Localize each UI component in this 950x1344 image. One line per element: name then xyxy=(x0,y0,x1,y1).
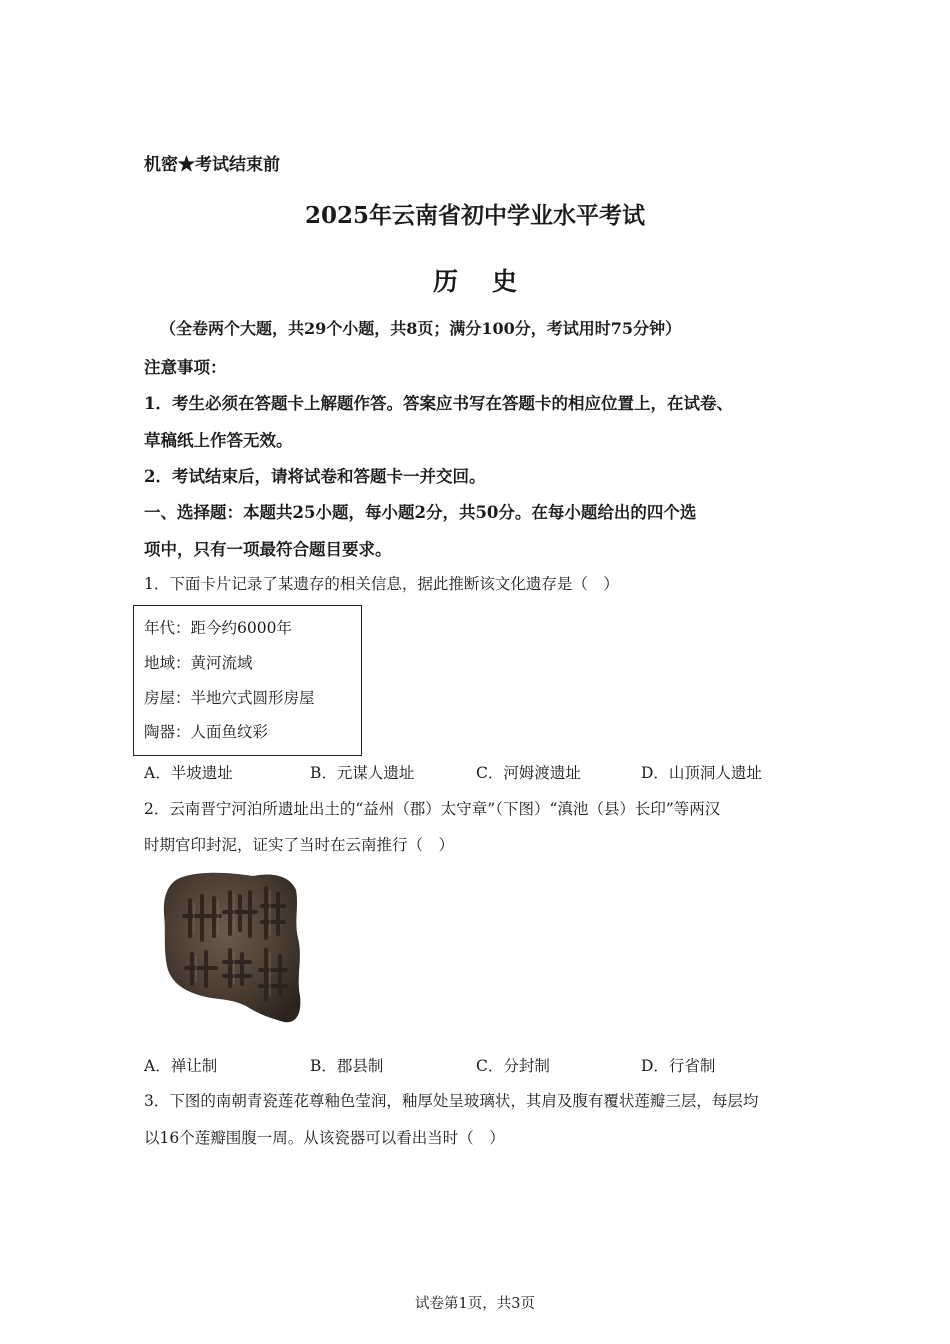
notice-item-2: 2．考试结束后，请将试卷和答题卡一并交回。 xyxy=(144,467,486,486)
question-1-option-c[interactable]: C．河姆渡遗址 xyxy=(476,764,581,782)
card-line-pottery: 陶器：人面鱼纹彩 xyxy=(144,723,269,741)
question-2-option-b[interactable]: B．郡县制 xyxy=(310,1057,384,1075)
notice-item-1-line-1: 1．考生必须在答题卡上解题作答。答案应书写在答题卡的相应位置上，在试卷、 xyxy=(144,394,733,413)
question-2-stem-line-1: 2．云南晋宁河泊所遗址出土的“益州（郡）太守章”（下图）“滇池（县）长印”等两汉 xyxy=(144,800,721,818)
page-footer: 试卷第1页，共3页 xyxy=(415,1296,535,1312)
exam-title: 2025年云南省初中学业水平考试 xyxy=(304,202,645,229)
secret-label: 机密★考试结束前 xyxy=(144,155,280,175)
question-3-stem-line-2: 以16个莲瓣围腹一周。从该瓷器可以看出当时（ ） xyxy=(144,1129,505,1147)
question-2-option-c[interactable]: C．分封制 xyxy=(476,1057,550,1075)
question-2-option-a[interactable]: A．禅让制 xyxy=(144,1057,218,1075)
notice-item-1-line-2: 草稿纸上作答无效。 xyxy=(144,431,293,450)
card-line-house: 房屋：半地穴式圆形房屋 xyxy=(144,689,315,707)
card-line-era: 年代：距今约6000年 xyxy=(144,619,292,637)
card-line-region: 地域：黄河流域 xyxy=(144,654,253,672)
question-1-option-d[interactable]: D．山顶洞人遗址 xyxy=(641,764,762,782)
section-1-line-2: 项中，只有一项最符合题目要求。 xyxy=(144,540,392,559)
question-2-option-d[interactable]: D．行省制 xyxy=(641,1057,716,1075)
section-1-line-1: 一、选择题：本题共25小题，每小题2分，共50分。在每小题给出的四个选 xyxy=(144,503,697,522)
question-1-stem: 1．下面卡片记录了某遗存的相关信息，据此推断该文化遗存是（ ） xyxy=(144,575,619,593)
question-1-option-a[interactable]: A．半坡遗址 xyxy=(144,764,233,782)
seal-clay-image xyxy=(158,866,308,1028)
info-card xyxy=(133,605,362,756)
question-2-stem-line-2: 时期官印封泥，证实了当时在云南推行（ ） xyxy=(144,836,455,854)
notice-heading: 注意事项： xyxy=(144,358,227,377)
question-3-stem-line-1: 3．下图的南朝青瓷莲花尊釉色莹润，釉厚处呈玻璃状，其肩及腹有覆状莲瓣三层，每层均 xyxy=(144,1092,759,1110)
subject-title: 历史 xyxy=(432,267,551,296)
exam-info: （全卷两个大题，共29个小题，共8页；满分100分，考试用时75分钟） xyxy=(160,319,682,338)
question-1-option-b[interactable]: B．元谋人遗址 xyxy=(310,764,415,782)
